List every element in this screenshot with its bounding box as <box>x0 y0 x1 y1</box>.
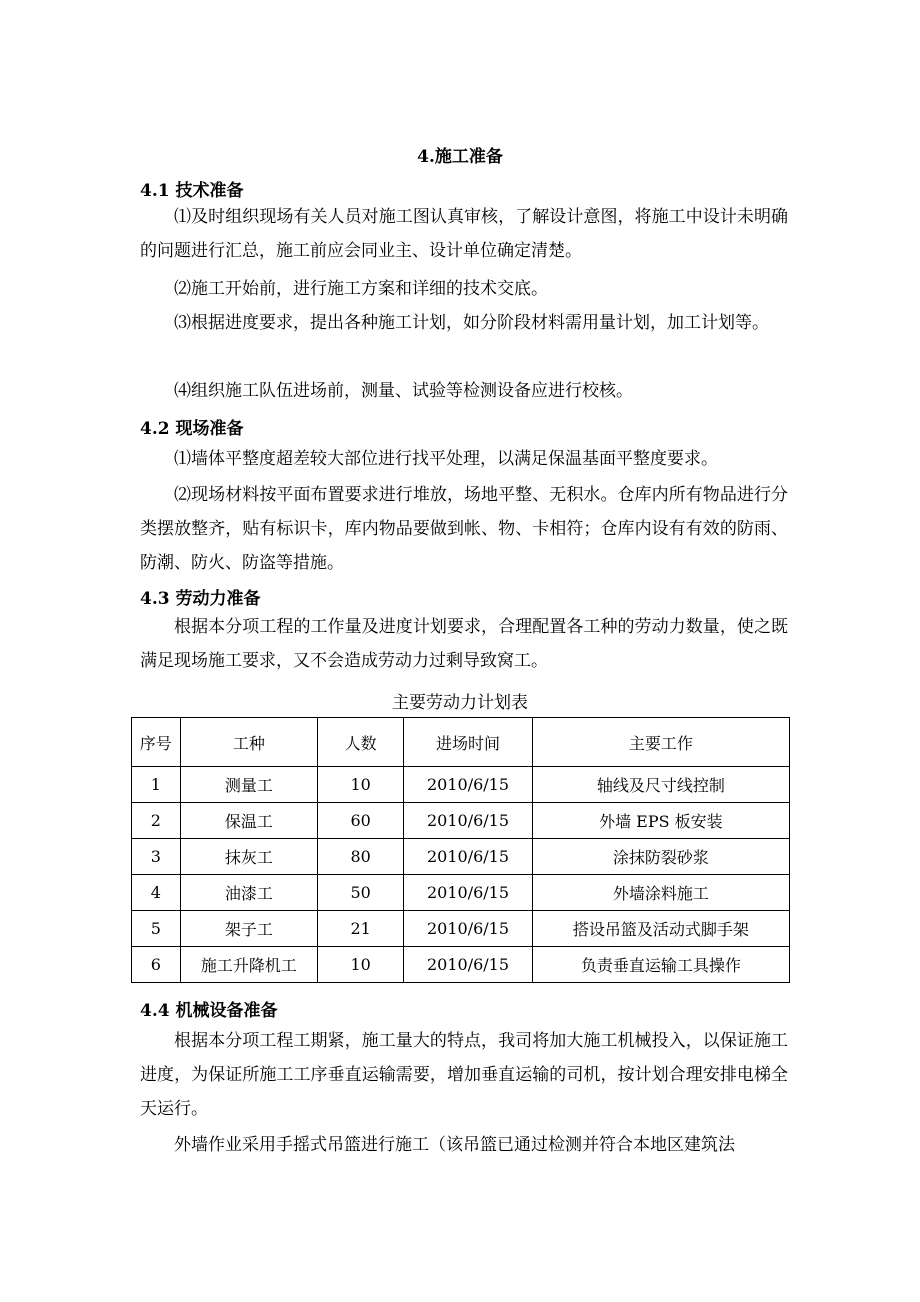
table-cell: 轴线及尺寸线控制 <box>532 767 789 803</box>
header-cell: 主要工作 <box>532 718 789 767</box>
table-cell: 6 <box>132 947 181 983</box>
table-cell: 80 <box>318 839 404 875</box>
table-cell: 搭设吊篮及活动式脚手架 <box>532 911 789 947</box>
table-cell: 2010/6/15 <box>404 839 532 875</box>
para-4-1-2 <box>140 272 788 306</box>
para-4-1-3 <box>140 306 788 340</box>
table-cell: 2010/6/15 <box>404 911 532 947</box>
para-4-2-2 <box>140 478 788 580</box>
table-cell: 50 <box>318 875 404 911</box>
table-cell: 2010/6/15 <box>404 947 532 983</box>
header-cell: 进场时间 <box>404 718 532 767</box>
labor-plan-table <box>131 717 790 983</box>
table-cell: 5 <box>132 911 181 947</box>
para-text: ⑷组织施工队伍进场前，测量、试验等检测设备应进行校核。 <box>174 381 633 401</box>
table-cell: 60 <box>318 803 404 839</box>
table-cell: 10 <box>318 767 404 803</box>
table-row <box>132 803 790 839</box>
para-text: 外墙作业采用手摇式吊篮进行施工（该吊篮已通过检测并符合本地区建筑法 <box>174 1135 735 1155</box>
header-cell: 人数 <box>318 718 404 767</box>
table-cell: 施工升降机工 <box>180 947 318 983</box>
heading-4-1: 4.1 技术准备 <box>140 181 244 201</box>
table-cell: 4 <box>132 875 181 911</box>
table-row <box>132 911 790 947</box>
table-cell: 2010/6/15 <box>404 803 532 839</box>
table-row <box>132 947 790 983</box>
table-cell: 10 <box>318 947 404 983</box>
table-cell: 2010/6/15 <box>404 875 532 911</box>
para-4-2-1 <box>140 442 788 476</box>
table-cell: 架子工 <box>180 911 318 947</box>
table-row <box>132 767 790 803</box>
header-cell: 序号 <box>132 718 181 767</box>
table-caption: 主要劳动力计划表 <box>392 693 528 713</box>
header-cell: 工种 <box>180 718 318 767</box>
table-cell: 涂抹防裂砂浆 <box>532 839 789 875</box>
table-row <box>132 875 790 911</box>
table-cell: 21 <box>318 911 404 947</box>
table-cell: 负责垂直运输工具操作 <box>532 947 789 983</box>
heading-4-2: 4.2 现场准备 <box>140 419 244 439</box>
para-4-1-1 <box>140 200 788 268</box>
table-cell: 2010/6/15 <box>404 767 532 803</box>
section-title: 4.施工准备 <box>417 147 503 167</box>
para-4-4-1 <box>140 1024 788 1126</box>
table-cell: 1 <box>132 767 181 803</box>
para-text: ⑶根据进度要求，提出各种施工计划，如分阶段材料需用量计划，加工计划等。 <box>174 313 769 333</box>
heading-4-4: 4.4 机械设备准备 <box>140 1001 278 1021</box>
heading-4-3: 4.3 劳动力准备 <box>140 589 261 609</box>
para-text: 根据本分项工程的工作量及进度计划要求，合理配置各工种的劳动力数量，使之既满足现场施工要求，又不会造成劳动力过剩导致窝工。 <box>140 617 788 671</box>
table-cell: 外墙涂料施工 <box>532 875 789 911</box>
table-header-row <box>132 718 790 767</box>
para-text: ⑵施工开始前，进行施工方案和详细的技术交底。 <box>174 279 548 299</box>
para-4-3-1 <box>140 610 788 678</box>
para-4-1-4 <box>140 374 788 408</box>
para-text: ⑴墙体平整度超差较大部位进行找平处理，以满足保温基面平整度要求。 <box>174 449 718 469</box>
table-cell: 2 <box>132 803 181 839</box>
para-text: ⑴及时组织现场有关人员对施工图认真审核，了解设计意图，将施工中设计未明确的问题进行汇总，施工前应会同业主、设计单位确定清楚。 <box>140 207 788 261</box>
table-row <box>132 839 790 875</box>
table-cell: 油漆工 <box>180 875 318 911</box>
table-cell: 抹灰工 <box>180 839 318 875</box>
table-cell: 外墙 EPS 板安装 <box>532 803 789 839</box>
para-4-4-2 <box>140 1128 788 1162</box>
table-cell: 3 <box>132 839 181 875</box>
table-cell: 保温工 <box>180 803 318 839</box>
para-text: 根据本分项工程工期紧，施工量大的特点，我司将加大施工机械投入，以保证施工进度，为保证所施工工序垂直运输需要，增加垂直运输的司机，按计划合理安排电梯全天运行。 <box>140 1031 788 1119</box>
table-cell: 测量工 <box>180 767 318 803</box>
para-text: ⑵现场材料按平面布置要求进行堆放，场地平整、无积水。仓库内所有物品进行分类摆放整齐，贴有标识卡，库内物品要做到帐、物、卡相符；仓库内设有有效的防雨、防潮、防火、防盗等措施。 <box>140 485 788 573</box>
